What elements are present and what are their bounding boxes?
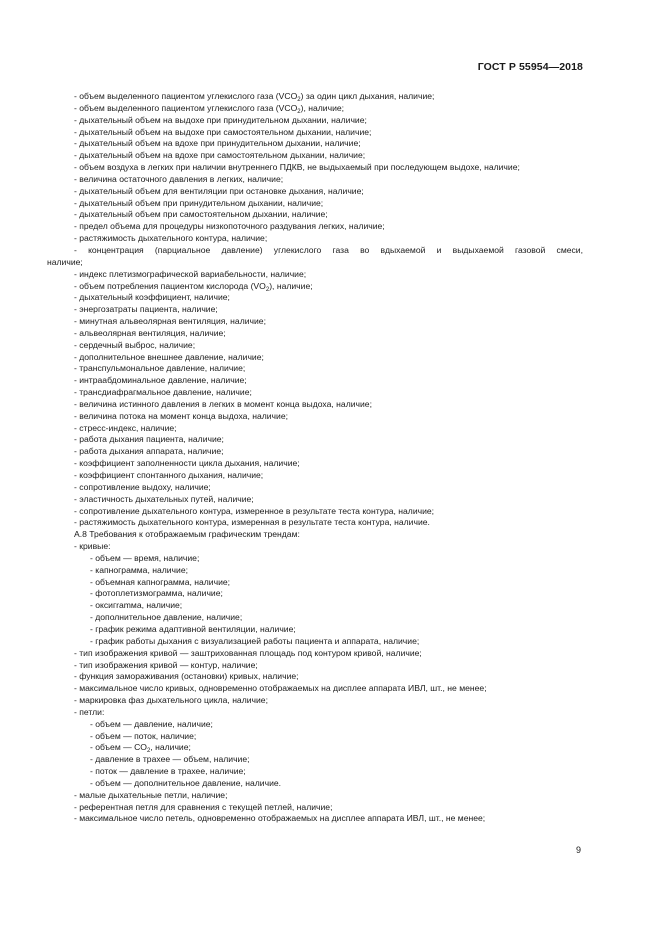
text-line <box>47 458 583 470</box>
text-span: - концентрация (парциальное давление) углекислого газа во вдыхаемой и выдыхаемой газовой смеси, <box>74 244 583 255</box>
text-span: - петли: <box>74 706 105 717</box>
text-span: - трансдиафрагмальное давление, наличие; <box>74 387 252 398</box>
text-span: ) за один цикл дыхания, наличие; <box>300 91 435 101</box>
text-span: - график режима адаптивной вентиляции, наличие; <box>90 623 296 634</box>
text-span: - сопротивление дыхательного контура, измеренное в результате теста контура, наличие; <box>74 505 435 516</box>
text-span: - минутная альвеолярная вентиляция, наличие; <box>74 316 266 327</box>
text-span: - дыхательный объем для вентиляции при остановке дыхания, наличие; <box>74 185 364 196</box>
text-span: - эластичность дыхательных путей, наличие; <box>74 493 254 504</box>
text-line <box>47 565 583 577</box>
text-span: - индекс плетизмографической вариабельности, наличие; <box>74 268 307 279</box>
text-line <box>47 624 583 636</box>
text-line <box>47 766 583 778</box>
text-line <box>47 719 583 731</box>
text-line <box>47 127 583 139</box>
text-line <box>47 577 583 589</box>
text-line <box>47 648 583 660</box>
text-line <box>47 91 583 103</box>
document-body <box>47 91 583 825</box>
text-line <box>47 115 583 127</box>
subscript: 2 <box>265 286 270 293</box>
text-span: - максимальное число петель, одновременно отображаемых на дисплее аппарата ИВЛ, шт., не менее; <box>74 813 486 824</box>
text-line <box>47 138 583 150</box>
text-line <box>47 340 583 352</box>
text-line <box>47 612 583 624</box>
text-span: - малые дыхательные петли, наличие; <box>74 789 228 800</box>
subscript: 2 <box>146 748 151 755</box>
text-line <box>47 186 583 198</box>
text-span: - объем потребления пациентом кислорода (VO <box>74 280 266 291</box>
text-line <box>47 257 583 269</box>
text-span: - объем — дополнительное давление, наличие. <box>90 777 282 788</box>
text-span: - коэффициент спонтанного дыхания, наличие; <box>74 470 264 480</box>
text-line <box>47 529 583 541</box>
text-line <box>47 316 583 328</box>
text-line <box>47 778 583 790</box>
text-line <box>47 411 583 423</box>
text-span: - дыхательный объем на выдохе при самостоятельном дыхании, наличие; <box>74 126 372 137</box>
text-line <box>47 506 583 518</box>
text-span: - максимальное число кривых, одновременно отображаемых на дисплее аппарата ИВЛ, шт., не менее; <box>74 683 487 694</box>
text-span: - объем — поток, наличие; <box>90 730 197 741</box>
text-line <box>47 150 583 162</box>
text-span: - маркировка фаз дыхательного цикла, наличие; <box>74 695 268 706</box>
text-line <box>47 399 583 411</box>
text-line <box>47 363 583 375</box>
text-span: - сопротивление выдоху, наличие; <box>74 481 211 492</box>
text-span: - референтная петля для сравнения с текущей петлей, наличие; <box>74 801 333 812</box>
text-line <box>47 281 583 293</box>
text-span: - кривые: <box>74 541 111 552</box>
text-span: ), наличие; <box>269 280 313 291</box>
document-id: ГОСТ Р 55954—2018 <box>477 61 583 73</box>
text-line <box>47 352 583 364</box>
text-span: - функция замораживания (остановки) кривых, наличие; <box>74 671 299 682</box>
text-span: - тип изображения кривой — контур, наличие; <box>74 659 258 670</box>
text-span: - объемная капнограмма, наличие; <box>90 576 231 587</box>
text-line <box>47 600 583 612</box>
text-line <box>47 683 583 695</box>
text-span: - альвеолярная вентиляция, наличие; <box>74 327 226 338</box>
text-line <box>47 233 583 245</box>
text-line <box>47 434 583 446</box>
text-span: , наличие; <box>150 742 191 753</box>
text-span: - величина истинного давления в легких в момент конца выдоха, наличие; <box>74 398 372 409</box>
text-line <box>47 387 583 399</box>
text-line <box>47 221 583 233</box>
text-line <box>47 636 583 648</box>
text-span: - стресс-индекс, наличие; <box>74 422 177 433</box>
text-span: - дополнительное внешнее давление, наличие; <box>74 351 264 362</box>
text-span: ), наличие; <box>300 102 345 113</box>
text-span: А.8 Требования к отображаемым графическим трендам: <box>74 529 300 540</box>
text-span: - дыхательный коэффициент, наличие; <box>74 292 230 303</box>
text-span: - растяжимость дыхательного контура, измеренная в результате теста контура, наличие. <box>74 517 430 528</box>
text-line <box>47 292 583 304</box>
text-line <box>47 328 583 340</box>
text-span: - дыхательный объем при принудительном дыхании, наличие; <box>74 197 324 208</box>
text-span: - растяжимость дыхательного контура, наличие; <box>74 233 268 244</box>
text-span: - транспульмональное давление, наличие; <box>74 363 246 374</box>
text-line <box>47 198 583 210</box>
text-line <box>47 671 583 683</box>
text-span: - коэффициент заполненности цикла дыхания, наличие; <box>74 458 300 469</box>
text-span: - тип изображения кривой — заштрихованная площадь под контуром кривой, наличие; <box>74 647 422 658</box>
text-line <box>47 695 583 707</box>
page-number: 9 <box>575 845 581 855</box>
text-span: - поток — давление в трахее, наличие; <box>90 766 246 777</box>
text-span: - объем — CO <box>90 742 147 753</box>
text-span: - объем воздуха в легких при наличии внутреннего ПДКВ, не выдыхаемый при последующем выдохе, наличие; <box>74 162 520 173</box>
text-line <box>47 553 583 565</box>
text-line <box>47 754 583 766</box>
text-span: - работа дыхания пациента, наличие; <box>74 434 224 445</box>
text-line <box>47 494 583 506</box>
text-span: - дополнительное давление, наличие; <box>90 612 243 623</box>
text-line <box>47 446 583 458</box>
text-span: - интраабдоминальное давление, наличие; <box>74 375 247 386</box>
text-line <box>47 269 583 281</box>
text-span: - дыхательный объем при самостоятельном дыхании, наличие; <box>74 209 328 220</box>
text-span: - дыхательный объем на выдохе при принудительном дыхании, наличие; <box>74 114 367 125</box>
text-span: - давление в трахее — объем, наличие; <box>90 754 250 765</box>
text-line <box>47 423 583 435</box>
text-span: - дыхательный объем на вдохе при самостоятельном дыхании, наличие; <box>74 150 366 161</box>
text-span: - объем — давление, наличие; <box>90 718 213 729</box>
text-span: - дыхательный объем на вдохе при принудительном дыхании, наличие; <box>74 138 361 149</box>
text-line <box>47 375 583 387</box>
text-span: - капнограмма, наличие; <box>90 564 189 575</box>
text-line <box>47 245 583 257</box>
text-span: наличие; <box>47 256 83 267</box>
subscript: 2 <box>297 97 301 103</box>
text-span: - объем выделенного пациентом углекислого газа (VCO <box>74 91 298 101</box>
text-line <box>47 813 583 825</box>
text-line <box>47 790 583 802</box>
text-span: - предел объема для процедуры низкопоточного раздувания легких, наличие; <box>74 221 385 232</box>
text-line <box>47 707 583 719</box>
text-span: - работа дыхания аппарата, наличие; <box>74 446 224 457</box>
text-span: - фотоплетизмограмма, наличие; <box>90 588 223 599</box>
text-line <box>47 482 583 494</box>
text-line <box>47 731 583 743</box>
text-line <box>47 742 583 754</box>
text-line <box>47 162 583 174</box>
text-span: - график работы дыхания с визуализацией работы пациента и аппарата, наличие; <box>90 635 420 646</box>
text-span: - оксигramма, наличие; <box>90 600 183 611</box>
text-line <box>47 304 583 316</box>
text-line <box>47 660 583 672</box>
text-line <box>47 588 583 600</box>
text-span: - объем выделенного пациентом углекислого газа (VCO <box>74 102 298 113</box>
text-line <box>47 103 583 115</box>
text-line <box>47 541 583 553</box>
text-line <box>47 174 583 186</box>
text-span: - объем — время, наличие; <box>90 552 200 563</box>
text-span: - энергозатраты пациента, наличие; <box>74 304 218 315</box>
subscript: 2 <box>297 108 301 115</box>
text-line <box>47 470 583 482</box>
text-line <box>47 517 583 529</box>
text-line <box>47 209 583 221</box>
text-span: - величина остаточного давления в легких, наличие; <box>74 173 284 184</box>
text-span: - величина потока на момент конца выдоха, наличие; <box>74 410 289 421</box>
text-span: - сердечный выброс, наличие; <box>74 339 196 350</box>
text-line <box>47 802 583 814</box>
